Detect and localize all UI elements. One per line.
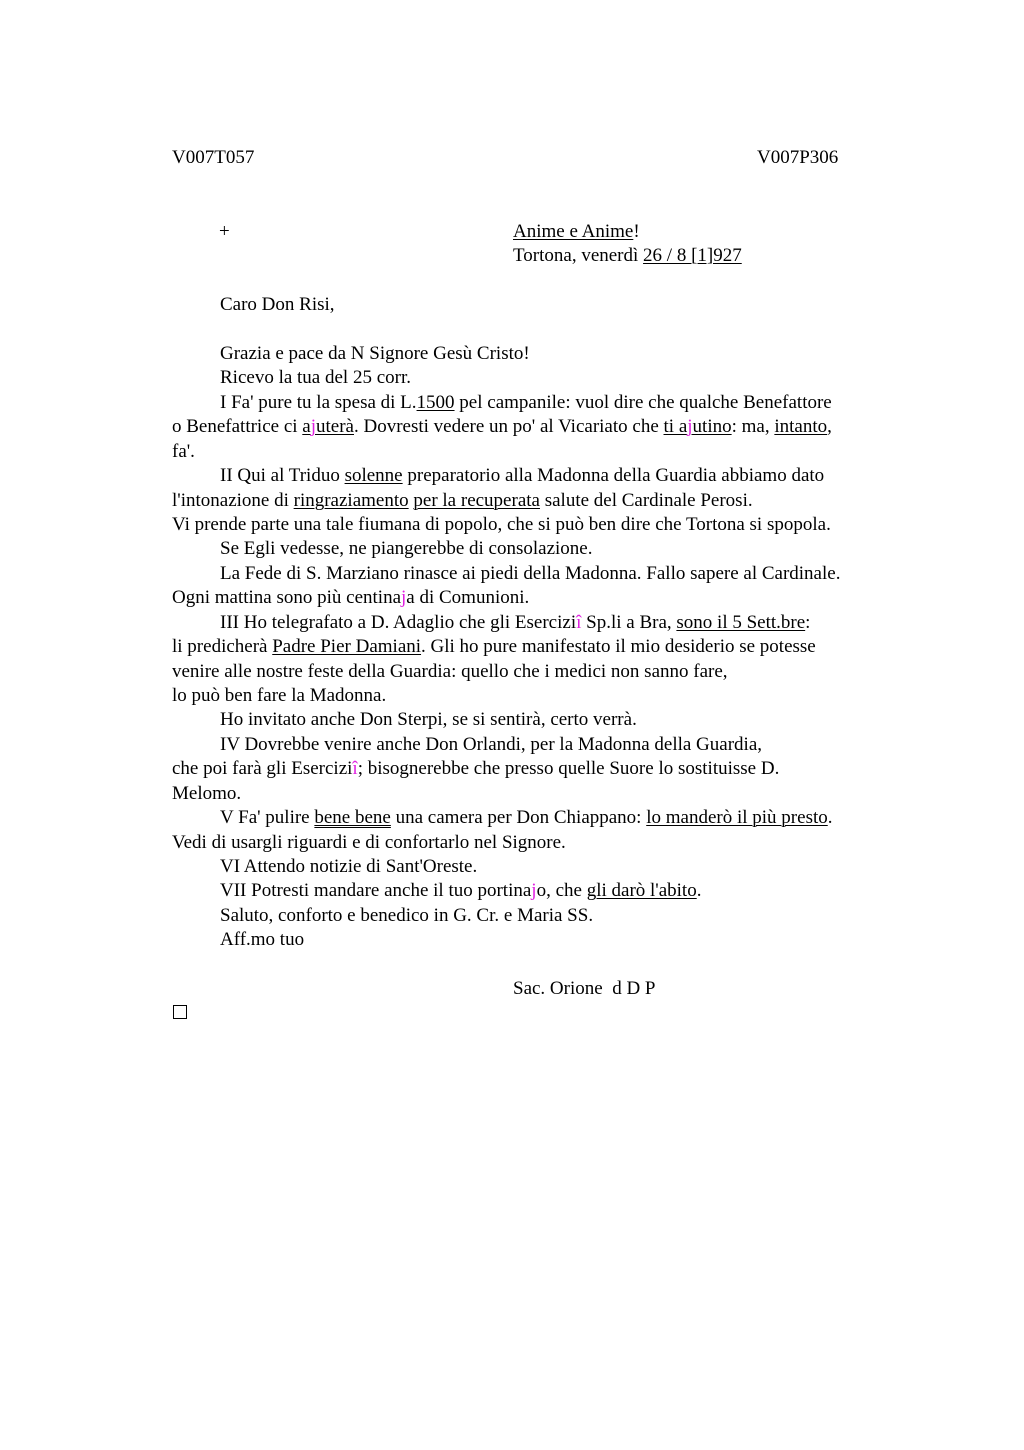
- text-segment: VII Potresti mandare anche il tuo portina: [220, 880, 532, 901]
- text-segment: solenne: [344, 465, 403, 486]
- body-line: [220, 806, 833, 831]
- text-segment: utino: [692, 416, 732, 437]
- body-line: Vi prende parte una tale fiumana di popolo, che si può ben dire che Tortona si spopola.: [172, 514, 831, 535]
- text-segment: gli darò l'abito: [586, 880, 697, 901]
- text-segment: lo manderò il più presto: [646, 807, 828, 828]
- text-segment: ,: [827, 416, 832, 437]
- body-line: Ho invitato anche Don Sterpi, se si sentirà, certo verrà.: [220, 709, 637, 730]
- body-line: [220, 391, 832, 416]
- text-segment: j: [687, 416, 693, 437]
- text-segment: ; bisognerebbe che presso quelle Suore lo sostituisse D.: [357, 758, 780, 779]
- text-segment: l'intonazione di: [172, 490, 294, 511]
- text-segment: o, che: [536, 880, 587, 901]
- closing: Aff.mo tuo: [220, 929, 305, 950]
- text-segment: che poi farà gli Esercizi: [172, 758, 353, 779]
- body-line: lo può ben fare la Madonna.: [172, 685, 387, 706]
- place-date: [513, 244, 742, 269]
- motto-text: Anime e Anime: [513, 221, 634, 242]
- body-line: Se Egli vedesse, ne piangerebbe di consolazione.: [220, 538, 593, 559]
- signature: Sac. Orione d D P: [513, 978, 656, 999]
- body-line: Melomo.: [172, 783, 242, 804]
- cross-symbol: +: [219, 221, 230, 242]
- body-line: venire alle nostre feste della Guardia: quello che i medici non sanno fare,: [172, 661, 728, 682]
- empty-square-icon: [173, 1005, 187, 1019]
- text-segment: î: [352, 758, 358, 779]
- body-line: VI Attendo notizie di Sant'Oreste.: [220, 856, 478, 877]
- body-line: Grazia e pace da N Signore Gesù Cristo!: [220, 343, 530, 364]
- text-segment: bene bene: [314, 807, 391, 828]
- document-code-right: V007P306: [757, 147, 839, 168]
- text-segment: III Ho telegrafato a D. Adaglio che gli Esercizi: [220, 612, 577, 633]
- body-line: Saluto, conforto e benedico in G. Cr. e Maria SS.: [220, 905, 594, 926]
- text-segment: pel campanile: vuol dire che qualche Benefattore: [454, 392, 832, 413]
- body-line: fa'.: [172, 441, 195, 462]
- text-segment: ringraziamento: [293, 490, 409, 511]
- text-segment: . Dovresti vedere un po' al Vicariato che: [354, 416, 664, 437]
- text-segment: a: [302, 416, 311, 437]
- text-segment: intanto: [774, 416, 828, 437]
- text-segment: :: [805, 612, 811, 633]
- body-line: [220, 611, 810, 636]
- text-segment: j: [401, 587, 407, 608]
- text-segment: : ma,: [731, 416, 775, 437]
- salutation: Caro Don Risi,: [220, 294, 335, 315]
- body-line: La Fede di S. Marziano rinasce ai piedi della Madonna. Fallo sapere al Cardinale.: [220, 563, 841, 584]
- text-segment: V Fa' pulire: [220, 807, 315, 828]
- text-segment: [302, 416, 354, 437]
- text-segment: preparatorio alla Madonna della Guardia abbiamo dato: [402, 465, 825, 486]
- text-segment: .: [827, 807, 833, 828]
- text-segment: . Gli ho pure manifestato il mio desiderio se potesse: [421, 636, 816, 657]
- body-line: IV Dovrebbe venire anche Don Orlandi, per la Madonna della Guardia,: [220, 734, 763, 755]
- text-segment: li predicherà: [172, 636, 273, 657]
- body-line: [220, 879, 701, 904]
- body-line: [172, 757, 779, 782]
- place: Tortona, venerdì: [513, 245, 644, 266]
- text-segment: j: [310, 416, 317, 437]
- body-line: [172, 635, 816, 660]
- body-line: Ricevo la tua del 25 corr.: [220, 367, 411, 388]
- text-segment: ti a: [663, 416, 688, 437]
- text-segment: .: [696, 880, 702, 901]
- text-segment: 1500: [416, 392, 455, 413]
- motto-punct: !: [633, 221, 640, 242]
- body-line: [220, 464, 824, 489]
- text-segment: II Qui al Triduo: [220, 465, 345, 486]
- body-line: [172, 586, 529, 611]
- text-segment: Padre Pier Damiani: [272, 636, 422, 657]
- text-segment: per la recuperata: [413, 490, 540, 511]
- text-segment: una camera per Don Chiappano:: [390, 807, 647, 828]
- document-code-left: V007T057: [172, 147, 255, 168]
- text-segment: [664, 416, 732, 437]
- text-segment: î: [576, 612, 582, 633]
- text-segment: o Benefattrice ci: [172, 416, 303, 437]
- body-line: [172, 489, 753, 514]
- motto: [513, 220, 640, 245]
- text-segment: Ogni mattina sono più centina: [172, 587, 402, 608]
- text-segment: salute del Cardinale Perosi.: [539, 490, 753, 511]
- text-segment: uterà: [316, 416, 354, 437]
- text-segment: I Fa' pure tu la spesa di L.: [220, 392, 417, 413]
- text-segment: sono il 5 Sett.bre: [676, 612, 806, 633]
- body-line: Vedi di usargli riguardi e di confortarlo nel Signore.: [172, 832, 566, 853]
- text-segment: a di Comunioni.: [406, 587, 530, 608]
- text-segment: j: [531, 880, 537, 901]
- date: 26 / 8 [1]927: [643, 245, 742, 266]
- text-segment: Sp.li a Bra,: [581, 612, 677, 633]
- body-line: [172, 415, 832, 440]
